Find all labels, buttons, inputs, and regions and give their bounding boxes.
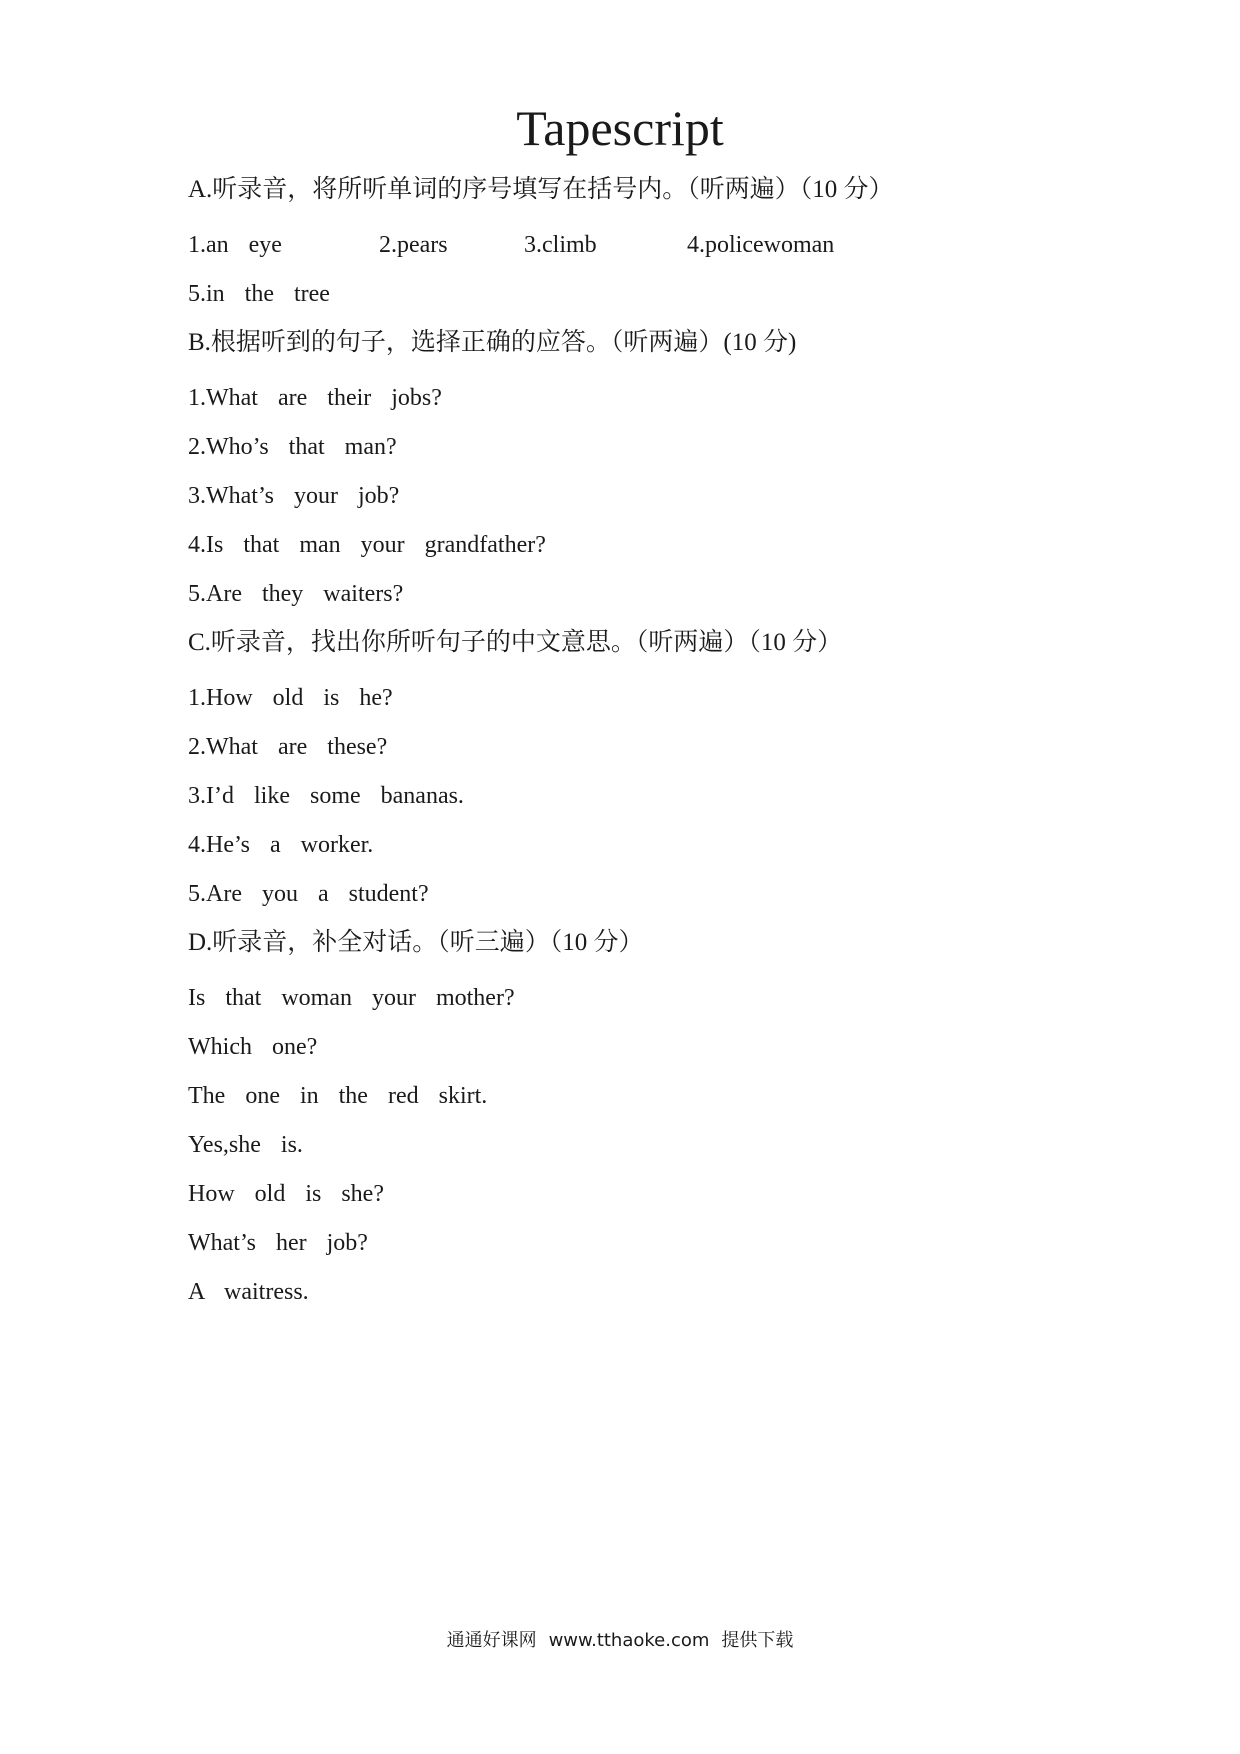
section-c-line: 1.How old is he? [188,685,393,711]
tapescript-content [188,170,1188,1312]
section-d-heading: D.听录音，补全对话。（听三遍）（10 分） [188,929,644,956]
section-b-line: 5.Are they waiters? [188,581,404,607]
section-b-heading: B.根据听到的句子，选择正确的应答。（听两遍）(10 分) [188,329,797,356]
section-c-line: 3.I’d like some bananas. [188,783,464,809]
dialogue-line: A waitress. [188,1279,309,1305]
section-b-line: 3.What’s your job? [188,483,400,509]
section-a-word: 5.in the tree [188,281,330,307]
page-footer [0,1627,1240,1655]
page-title: Tapescript [516,100,724,156]
section-a-word: 1.an eye [188,232,282,258]
section-a-word-row [188,225,1188,265]
section-c-line: 2.What are these? [188,734,388,760]
dialogue-line: What’s her job? [188,1230,368,1256]
section-c-heading: C.听录音，找出你所听句子的中文意思。（听两遍）（10 分） [188,629,843,656]
section-a-word: 2.pears [379,232,448,258]
dialogue-line: The one in the red skirt. [188,1083,488,1109]
footer-site-name: 通通好课网 [446,1630,537,1651]
section-a-word: 4.policewoman [687,232,835,258]
dialogue-line: Yes,she is. [188,1132,303,1158]
section-b-line: 1.What are their jobs? [188,385,442,411]
footer-suffix: 提供下载 [721,1630,794,1651]
section-b-line: 2.Who’s that man? [188,434,397,460]
footer-url: www.tthaoke.com [548,1630,710,1651]
dialogue-line: Is that woman your mother? [188,985,515,1011]
section-c-line: 4.He’s a worker. [188,832,374,858]
section-a-heading: A.听录音，将所听单词的序号填写在括号内。（听两遍）（10 分） [188,176,894,203]
dialogue-line: Which one? [188,1034,318,1060]
section-a-word: 3.climb [524,232,597,258]
section-b-line: 4.Is that man your grandfather? [188,532,546,558]
section-c-line: 5.Are you a student? [188,881,429,907]
dialogue-line: How old is she? [188,1181,384,1207]
